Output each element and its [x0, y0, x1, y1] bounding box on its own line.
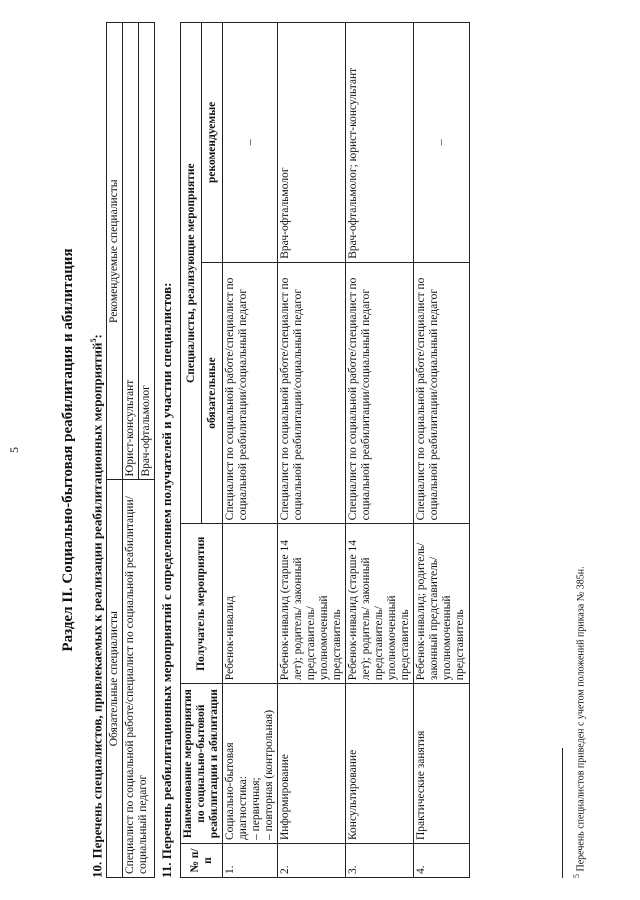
header-recommended: рекомендуемые — [202, 23, 223, 263]
row-num: 4. — [414, 844, 470, 878]
table-row — [346, 23, 414, 878]
specialists-table — [106, 22, 155, 878]
header-num: № п/п — [181, 844, 223, 878]
row-name: Информирование — [278, 684, 346, 844]
row-name: Консультирование — [346, 684, 414, 844]
mandatory-cell: Специалист по социальной работе/специалист по социальной реабилитации/социальный педагог — [123, 480, 155, 878]
header-recommended: Рекомендуемые специалисты — [107, 23, 123, 480]
row-mandatory: Специалист по социальной работе/специалист по социальной реабилитации/социальный педагог — [278, 262, 346, 524]
page-number: 5 — [7, 447, 21, 453]
row-mandatory: Специалист по социальной работе/специалист по социальной реабилитации/социальный педагог — [346, 262, 414, 524]
footnote-text: Перечень специалистов приведен с учетом положений приказа № 385н. — [575, 566, 587, 872]
header-mandatory: обязательные — [202, 262, 223, 524]
specialists-header-row — [107, 23, 123, 878]
heading-10-text: 10. Перечень специалистов, привлекаемых к реализации реабилитационных мероприятий — [89, 342, 105, 878]
heading-10-tail: : — [89, 334, 105, 339]
row-num: 3. — [346, 844, 414, 878]
row-recommended: – — [223, 23, 278, 263]
section-title: Раздел II. Социально-бытовая реабилитация и абилитация — [60, 248, 76, 652]
table-row — [278, 23, 346, 878]
header-mandatory: Обязательные специалисты — [107, 480, 123, 878]
header-name: Наименование мероприятия по социально-бытовой реабилитации и абилитации — [181, 684, 223, 844]
footnote — [570, 566, 587, 878]
row-num: 1. — [223, 844, 278, 878]
row-name: Практические занятия — [414, 684, 470, 844]
measures-header-row — [181, 23, 202, 878]
list-item: – первичная; — [250, 687, 263, 840]
table-row — [123, 23, 139, 878]
recommended-cell: Юрист-консультант — [123, 23, 139, 480]
row-recipient: Ребенок-инвалид; родитель/ законный представитель/ уполномоченный представитель — [414, 524, 470, 684]
row-mandatory: Специалист по социальной работе/специалист по социальной реабилитации/социальный педагог — [223, 262, 278, 524]
measures-table — [180, 22, 470, 878]
row-recipient: Ребенок-инвалид (старше 14 лет); родитель/ законный представитель/ уполномоченный представитель — [278, 524, 346, 684]
row-recommended: – — [414, 23, 470, 263]
footnote-marker: 5 — [572, 874, 581, 878]
footnote-divider — [562, 748, 563, 878]
heading-11: 11. Перечень реабилитационных мероприятий с определением получателей и участии специалистов: — [159, 282, 174, 878]
row-name-text: Социально-бытовая диагностика: — [224, 742, 249, 841]
table-row — [414, 23, 470, 878]
row-recipient: Ребенок-инвалид (старше 14 лет); родитель/ законный представитель/ уполномоченный представитель — [346, 524, 414, 684]
row-mandatory: Специалист по социальной работе/специалист по социальной реабилитации/социальный педагог — [414, 262, 470, 524]
row-recipient: Ребенок-инвалид — [223, 524, 278, 684]
row-subitems — [250, 687, 276, 840]
heading-10 — [87, 334, 103, 878]
list-item: – повторная (контрольная) — [263, 687, 276, 840]
header-recipient: Получатель мероприятия — [181, 524, 223, 684]
row-recommended: Врач-офтальмолог — [278, 23, 346, 263]
footnote-ref: 5 — [89, 338, 98, 343]
row-recommended: Врач-офтальмолог; юрист-консультант — [346, 23, 414, 263]
recommended-cell: Врач-офтальмолог — [139, 23, 155, 480]
row-name — [223, 684, 278, 844]
header-specialists: Специалисты, реализующие мероприятие — [181, 23, 202, 524]
table-row — [223, 23, 278, 878]
row-num: 2. — [278, 844, 346, 878]
